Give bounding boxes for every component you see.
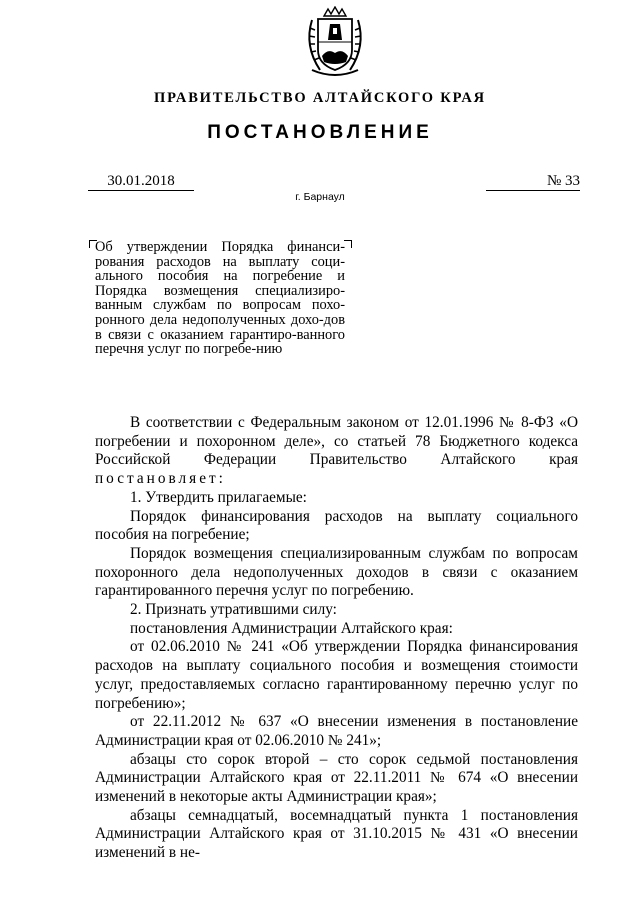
document-date: 30.01.2018 — [88, 172, 194, 191]
document-city: г. Барнаул — [295, 191, 345, 203]
body-paragraph-repeal-431: абзацы семнадцатый, восемнадцатый пункта 1 постановления Администрации Алтайского края от 31.10.2015 № 431 «О внесении изменений в не- — [95, 806, 578, 862]
preamble-text: В соответствии с Федеральным законом от 12.01.1996 № 8-ФЗ «О погребении и похоронном деле», со статьей 78 Бюджетного кодекса Российской Федерации Правительство Алтайского края — [95, 414, 578, 469]
body-paragraph-repeal-637: от 22.11.2012 № 637 «О внесении изменения в постановление Администрации края от 02.06.2010 № 241»; — [95, 713, 578, 749]
altai-coat-of-arms-icon — [300, 6, 370, 80]
body-paragraph-order-reimbursement: Порядок возмещения специализированным службам по вопросам похоронного дела недополученных доходов в связи с оказанием гарантированного перечня услуг по погребению. — [95, 544, 578, 600]
preamble-emphasis: постановляет — [95, 470, 219, 488]
body-paragraph-repeal-674: абзацы сто сорок второй – сто сорок седьмой постановления Администрации Алтайского края от 22.11.2011 № 674 «О внесении изменений в некоторые акты Администрации края»; — [95, 750, 578, 806]
document-number: № 33 — [486, 172, 580, 191]
body-paragraph-item-2: 2. Признать утратившими силу: — [130, 601, 337, 619]
body-paragraph-item-1: 1. Утвердить прилагаемые: — [130, 488, 307, 506]
body-paragraph-preamble — [95, 414, 578, 489]
document-subject: Об утверждении Порядка финанси-рования расходов на выплату соци-ального пособия на погребение и Порядка возмещения специализиро-ванным службам по вопросам похо-ронного дела недополученных дохо-дов в связи с оказанием гарантиро-ванного перечня услуг по погребе-нию — [95, 239, 345, 358]
preamble-end: : — [218, 470, 223, 488]
subject-corner-right-mark — [344, 240, 352, 248]
body-paragraph-repeal-241: от 02.06.2010 № 241 «Об утверждении Порядка финансирования расходов на выплату социального пособия и возмещения стоимости услуг, предоставляемых согласно гарантированному перечню услуг по погребению»; — [95, 638, 578, 712]
body-paragraph-order-financing: Порядок финансирования расходов на выплату социального пособия на погребение; — [95, 507, 578, 544]
document-body — [95, 414, 578, 863]
body-paragraph-resolutions: постановления Администрации Алтайского края: — [130, 619, 453, 637]
document-type-title: ПОСТАНОВЛЕНИЕ — [207, 122, 433, 143]
government-name: ПРАВИТЕЛЬСТВО АЛТАЙСКОГО КРАЯ — [154, 90, 486, 106]
